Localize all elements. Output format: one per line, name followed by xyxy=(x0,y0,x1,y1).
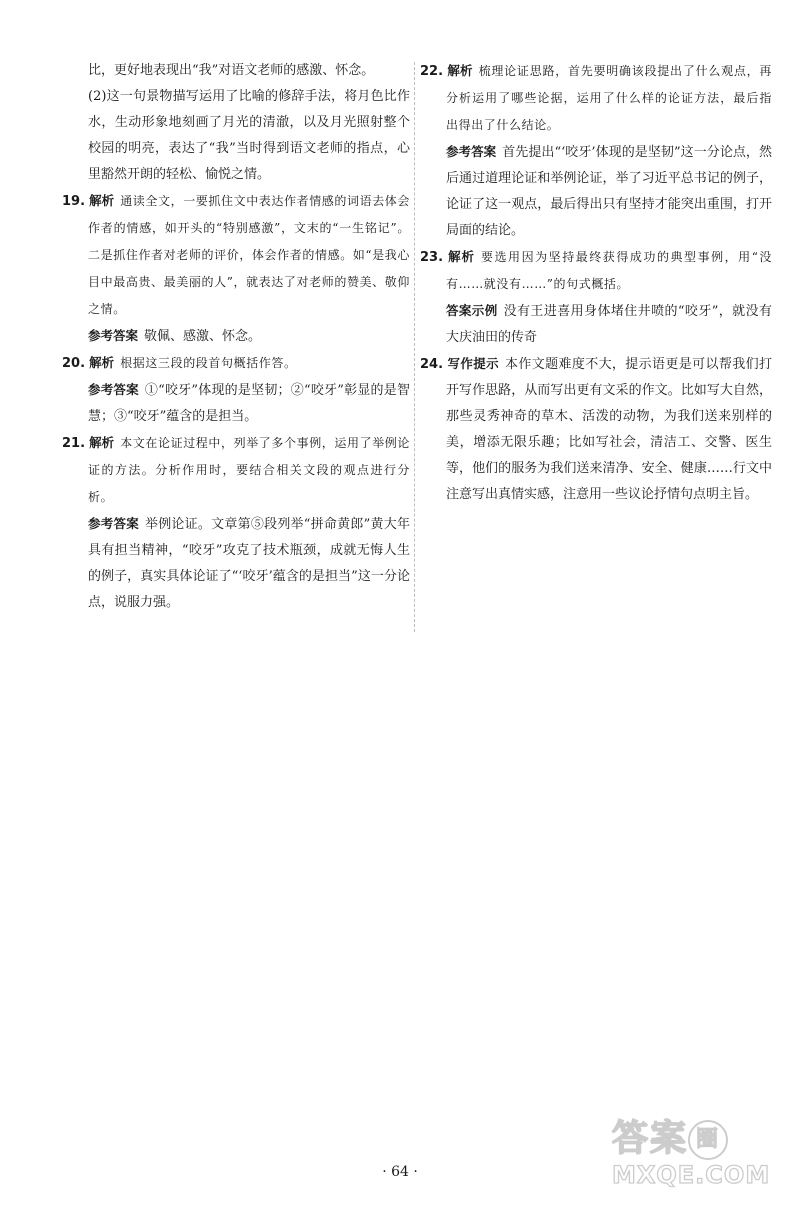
q22-analysis xyxy=(420,58,772,139)
q23-analysis-text: 要选用因为坚持最终获得成功的典型事例，用“没有……就没有……”的句式概括。 xyxy=(446,250,772,291)
q23-answer-text: 没有王进喜用身体堵住井喷的“咬牙”，就没有大庆油田的传奇 xyxy=(446,304,772,345)
q23-answer-tag: 答案示例 xyxy=(446,303,498,318)
q22-answer-text: 首先提出“‘咬牙’体现的是坚韧”这一分论点，然后通过道理论证和举例论证，举了习近平总书记的例子，论证了这一观点，最后得出只有坚持才能突出重围，打开局面的结论。 xyxy=(446,145,772,238)
q23-analysis-tag: 解析 xyxy=(448,249,475,264)
q22-answer-tag: 参考答案 xyxy=(446,144,497,159)
q20-answer xyxy=(62,377,410,430)
q19-analysis-tag: 解析 xyxy=(89,193,115,208)
q20-answer-tag: 参考答案 xyxy=(88,382,139,397)
q20-number: 20. xyxy=(62,356,86,371)
q24-number: 24. xyxy=(420,357,444,372)
q24-writing-tip xyxy=(420,351,772,508)
q21-answer-tag: 参考答案 xyxy=(88,516,139,531)
left-column xyxy=(62,58,410,616)
watermark-badge: 圈 xyxy=(688,1120,728,1160)
q22-analysis-text: 梳理论证思路，首先要明确该段提出了什么观点，再分析运用了哪些论据，运用了什么样的论证方法，最后指出得出了什么结论。 xyxy=(446,64,772,132)
q21-answer xyxy=(62,511,410,616)
q22-answer xyxy=(420,139,772,244)
watermark-logo xyxy=(612,1118,784,1204)
q23-number: 23. xyxy=(420,250,444,265)
q20-analysis xyxy=(62,350,410,377)
q19-answer xyxy=(62,323,410,350)
q21-answer-text: 举例论证。文章第⑤段列举“拼命黄郎”黄大年具有担当精神，“咬牙”攻克了技术瓶颈，成就无悔人生的例子，真实具体论证了“‘咬牙’蕴含的是担当”这一分论点，说服力强。 xyxy=(88,517,410,610)
right-column xyxy=(420,58,772,508)
q19-number: 19. xyxy=(62,194,86,209)
q18-continuation: 比，更好地表现出“我”对语文老师的感激、怀念。 xyxy=(88,63,375,78)
q19-analysis-text: 通读全文，一要抓住文中表达作者情感的词语去体会作者的情感，如开头的“特别感激”，文末的“一生铭记”。二是抓住作者对老师的评价，体会作者的情感。如“是我心目中最高贵、最美丽的人”，就表达了对老师的赞美、敬仰之情。 xyxy=(88,194,410,316)
q23-answer xyxy=(420,298,772,351)
q24-tip-tag: 写作提示 xyxy=(447,356,499,371)
q24-tip-text: 本作文题难度不大，提示语更是可以帮我们打开写作思路，从而写出更有文采的作文。比如写大自然，那些灵秀神奇的草木、活泼的动物，为我们送来别样的美，增添无限乐趣；比如写社会，清洁工、交警、医生等，他们的服务为我们送来清净、安全、健康……行文中注意写出真情实感，注意用一些议论抒情句点明主旨。 xyxy=(446,357,772,502)
q23-analysis xyxy=(420,244,772,298)
q22-number: 22. xyxy=(420,64,444,79)
q21-analysis-tag: 解析 xyxy=(89,435,115,450)
watermark-domain: MXQE.COM xyxy=(612,1161,771,1189)
q20-answer-text: ①“咬牙”体现的是坚韧；②“咬牙”彰显的是智慧；③“咬牙”蕴含的是担当。 xyxy=(88,383,410,424)
q20-analysis-text: 根据这三段的段首句概括作答。 xyxy=(120,356,297,370)
q21-number: 21. xyxy=(62,436,86,451)
q19-answer-text: 敬佩、感激、怀念。 xyxy=(144,329,262,344)
q19-answer-tag: 参考答案 xyxy=(88,328,139,343)
column-divider xyxy=(414,62,415,632)
q22-analysis-tag: 解析 xyxy=(447,63,473,78)
q21-analysis xyxy=(62,430,410,511)
q20-analysis-tag: 解析 xyxy=(89,355,115,370)
q21-analysis-text: 本文在论证过程中，列举了多个事例，运用了举例论证的方法。分析作用时，要结合相关文段的观点进行分析。 xyxy=(88,436,410,504)
page-number: · 64 · xyxy=(382,1164,418,1180)
watermark-top-text: 答案 圈 xyxy=(612,1118,784,1160)
q18-part2: (2)这一句景物描写运用了比喻的修辞手法，将月色比作水，生动形象地刻画了月光的清澈，以及月光照射整个校园的明亮，表达了“我”当时得到语文老师的指点，心里豁然开朗的轻松、愉悦之情。 xyxy=(88,89,410,182)
q19-analysis xyxy=(62,188,410,323)
